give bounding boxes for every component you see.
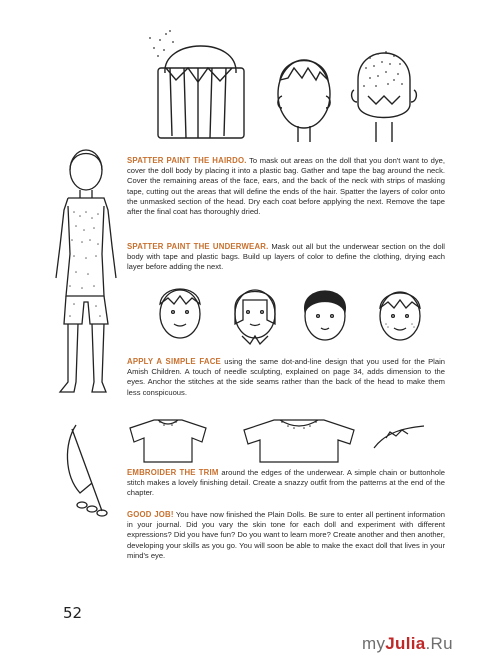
section-heading: SPATTER PAINT THE HAIRDO. [127,156,247,165]
section-heading: APPLY A SIMPLE FACE [127,357,221,366]
site-watermark [362,634,453,654]
section-body: using the same dot-and-line design that you used for the Plain Amish Children. A touch of needle sculpting, explained on page 34, adds dimension to the eyes. Anchor the stitches at the side seams rather than the back of the head to make them less conspicuous. [127,357,445,397]
section-spatter-hairdo [127,156,445,217]
section-heading: GOOD JOB! [127,510,174,519]
underwear-trim-illustration [124,418,434,466]
watermark-part: .Ru [425,634,453,653]
face-mask-illustration [268,46,340,146]
section-heading: EMBROIDER THE TRIM [127,468,219,477]
back-of-head-illustration [348,38,420,146]
needle-stitch-illustration [58,423,116,521]
masked-head-illustration [140,28,260,150]
section-heading: SPATTER PAINT THE UNDERWEAR. [127,242,269,251]
section-simple-face [127,357,445,398]
section-body: around the edges of the underwear. A simple chain or buttonhole stitch makes a lovely finishing detail. Create a snazzy outfit from the patterns at the end of the chapter. [127,468,445,498]
page-number: 52 [63,604,83,622]
section-body: To mask out areas on the doll that you don't want to dye, cover the doll body by placing it into a plastic bag. Gather and tape the bag around the neck. Cover the remaining areas of the face, ears, and the back of the neck with strips of masking tape, cutting out the areas that will define the ends of the hair. Spatter the layers of color onto the unmasked section of the head. Dry each coat before applying the next. Remove the tape after the final coat has thoroughly dried. [127,156,445,217]
section-embroider-trim [127,468,445,499]
watermark-part: my [362,634,386,653]
section-spatter-underwear [127,242,445,273]
section-body: You have now finished the Plain Dolls. Be sure to enter all pertinent information in your journal. Did you vary the skin tone for each doll and experiment with different expressions? Did you have fun? Do you want to learn more? Create another and then another, developing your skills as you go. You will soon be able to make the exact doll that lives in your mind's eye. [127,510,445,560]
section-good-job [127,510,445,561]
watermark-part: Julia [385,634,426,653]
doll-faces-illustration [150,278,450,348]
section-body: Mask out all but the underwear section on the doll body with tape and plastic bags. Build up layers of color to define the clothing, drying each layer before adding the next. [127,242,445,272]
